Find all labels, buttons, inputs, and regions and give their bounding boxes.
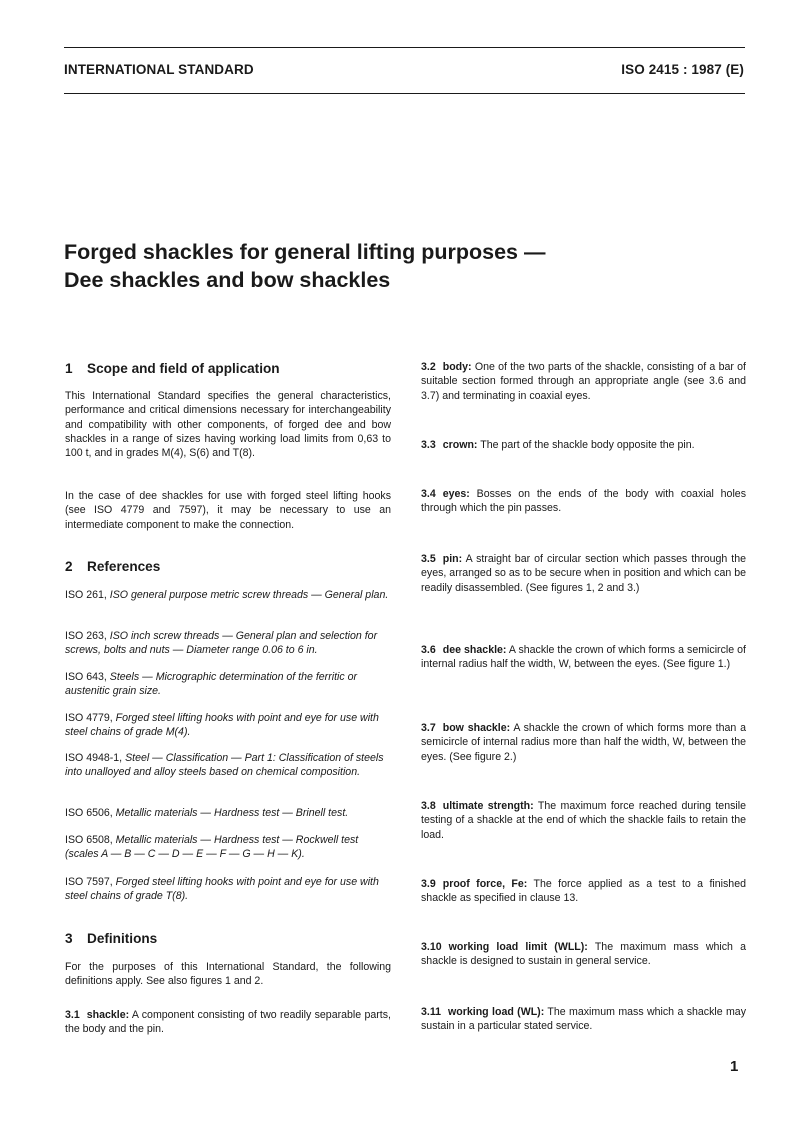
definition-3-3: 3.3 crown: The part of the shackle body opposite the pin. bbox=[421, 439, 695, 451]
section-1-heading bbox=[65, 361, 280, 376]
reference-item: ISO 643, Steels — Micrographic determination of the ferritic or austenitic grain size. bbox=[65, 671, 358, 698]
definition-3-10: 3.10 working load limit (WLL): The maximum mass which a shackle is designed to sustain in general service. bbox=[421, 941, 746, 968]
reference-item: ISO 4779, Forged steel lifting hooks with point and eye for use with steel chains of grade M(4). bbox=[65, 712, 379, 739]
section-3-number: 3 bbox=[65, 931, 73, 946]
section-2-number: 2 bbox=[65, 559, 73, 574]
definition-3-8: 3.8 ultimate strength: The maximum force reached during tensile testing of a shackle at the end of which the shackle fails to retain the load. bbox=[421, 800, 746, 841]
section-1-para-1: This International Standard specifies the general characteristics, performance and critical dimensions necessary for interchangeability and compatibility with other components, of forged dee and bow shackles in a range of sizes having working load limits from 0,63 to 100 t, and in grades M(4), S(6) and T(8). bbox=[65, 390, 391, 460]
reference-item: ISO 6506, Metallic materials — Hardness test — Brinell test. bbox=[65, 807, 349, 819]
reference-item: ISO 263, ISO inch screw threads — General plan and selection for screws, bolts and nuts — Diameter range 0.06 to 6 in. bbox=[65, 630, 378, 657]
page-number: 1 bbox=[730, 1058, 739, 1075]
definition-3-6: 3.6 dee shackle: A shackle the crown of which forms a semicircle of internal radius half the width, W, between the eyes. (See figure 1.) bbox=[421, 644, 746, 671]
header-left: INTERNATIONAL STANDARD bbox=[64, 62, 254, 77]
reference-item: ISO 4948-1, Steel — Classification — Part 1: Classification of steels into unalloyed and alloy steels based on chemical composition. bbox=[65, 752, 384, 779]
document-title bbox=[64, 238, 744, 294]
section-3-heading bbox=[65, 931, 157, 946]
section-3-intro: For the purposes of this International Standard, the following definitions apply. See also figures 1 and 2. bbox=[65, 961, 391, 988]
section-2-title: References bbox=[87, 559, 161, 574]
section-1-title: Scope and field of application bbox=[87, 361, 280, 376]
definition-3-5: 3.5 pin: A straight bar of circular section which passes through the eyes, arranged so as to be secure when in position and which can be readily disassembled. (See figures 1, 2 and 3.) bbox=[421, 553, 746, 594]
definition-3-1: 3.1 shackle: A component consisting of two readily separable parts, the body and the pin. bbox=[65, 1009, 391, 1036]
definition-3-9: 3.9 proof force, Fe: The force applied as a test to a finished shackle as specified in clause 13. bbox=[421, 878, 746, 905]
reference-item: ISO 6508, Metallic materials — Hardness test — Rockwell test (scales A — B — C — D — E — F — G — H — K). bbox=[65, 834, 359, 861]
top-rule bbox=[64, 47, 745, 48]
definition-3-2: 3.2 body: One of the two parts of the shackle, consisting of a bar of suitable section formed through an appropriate angle (see 3.6 and 3.7) and terminating in coaxial eyes. bbox=[421, 361, 746, 402]
section-3-title: Definitions bbox=[87, 931, 158, 946]
section-2-heading bbox=[65, 559, 160, 574]
definition-3-4: 3.4 eyes: Bosses on the ends of the body with coaxial holes through which the pin passes. bbox=[421, 488, 746, 515]
title-line-1: Forged shackles for general lifting purposes — bbox=[64, 240, 546, 264]
title-line-2: Dee shackles and bow shackles bbox=[64, 268, 391, 292]
reference-item: ISO 7597, Forged steel lifting hooks with point and eye for use with steel chains of grade T(8). bbox=[65, 876, 379, 903]
header-rule bbox=[64, 93, 745, 94]
header-right: ISO 2415 : 1987 (E) bbox=[621, 62, 744, 77]
definition-3-7: 3.7 bow shackle: A shackle the crown of which forms more than a semicircle of internal radius more than half the width, W, between the eyes. (See figure 2.) bbox=[421, 722, 746, 763]
section-1-para-2: In the case of dee shackles for use with forged steel lifting hooks (see ISO 4779 and 7597), it may be necessary to use an intermediate component to make the connection. bbox=[65, 490, 391, 531]
definition-3-11: 3.11 working load (WL): The maximum mass which a shackle may sustain in a particular stated service. bbox=[421, 1006, 746, 1033]
section-1-number: 1 bbox=[65, 361, 73, 376]
reference-item: ISO 261, ISO general purpose metric screw threads — General plan. bbox=[65, 589, 389, 601]
